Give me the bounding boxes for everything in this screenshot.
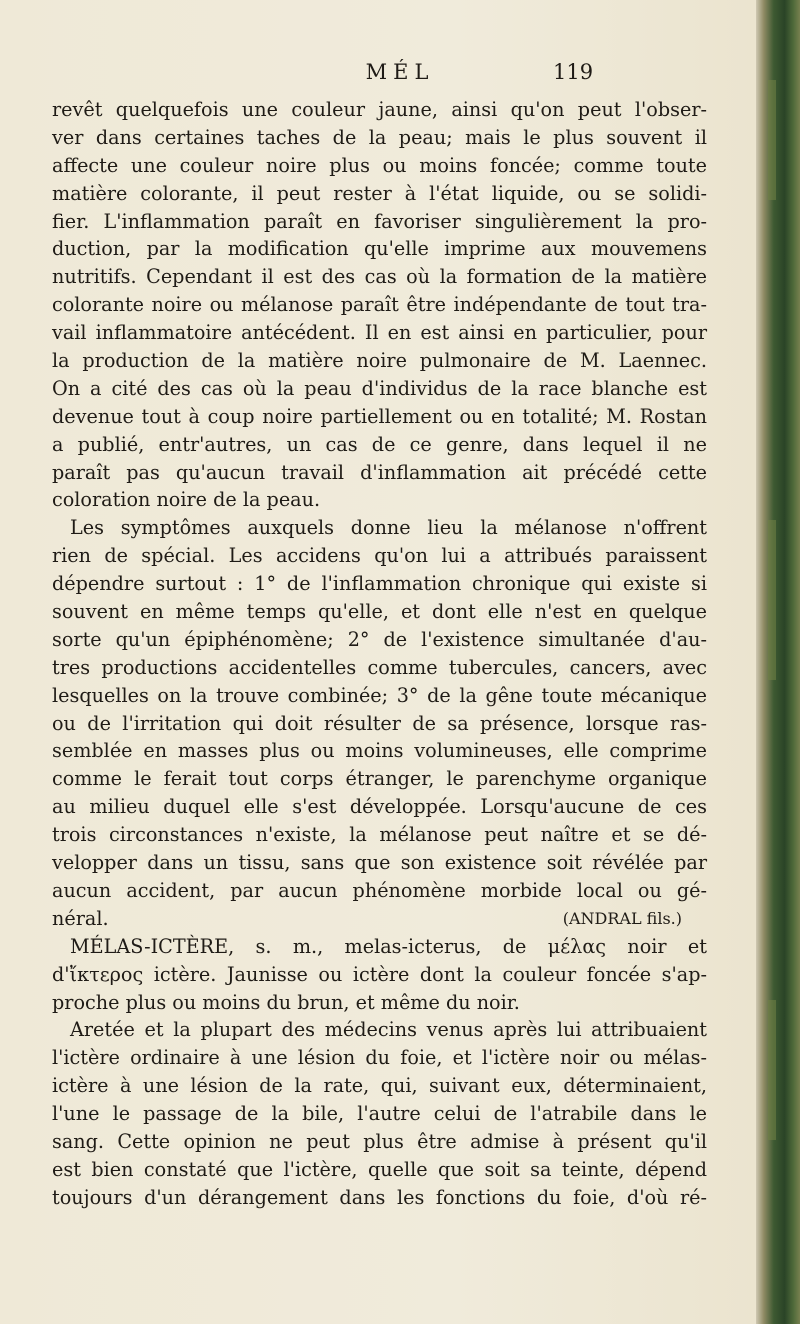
text-line: sorte qu'un épiphénomène; 2° de l'existence simultanée d'au-: [52, 627, 707, 651]
text-line-with-signature: [52, 905, 707, 933]
text-line: duction, par la modification qu'elle imprime aux mouvemens: [52, 237, 707, 261]
text-line: fier. L'inflammation paraît en favoriser singulièrement la pro-: [52, 209, 707, 233]
text-line: au milieu duquel elle s'est développée. Lorsqu'aucune de ces: [52, 795, 707, 819]
text-line: colorante noire ou mélanose paraît être indépendante de tout tra-: [52, 293, 707, 317]
text-line: ou de l'irritation qui doit résulter de sa présence, lorsque ras-: [52, 711, 707, 735]
text-line: matière colorante, il peut rester à l'état liquide, ou se solidi-: [52, 181, 707, 205]
text-line: semblée en masses plus ou moins volumineuses, elle comprime: [52, 739, 707, 763]
text-line: est bien constaté que l'ictère, quelle que soit sa teinte, dépend: [52, 1157, 707, 1181]
text-line: proche plus ou moins du brun, et même du noir.: [52, 990, 520, 1014]
text-line: dépendre surtout : 1° de l'inflammation chronique qui existe si: [52, 572, 707, 596]
text-line: sang. Cette opinion ne peut plus être admise à présent qu'il: [52, 1129, 707, 1153]
binding-texture: [768, 80, 776, 200]
page-number: 119: [553, 60, 594, 84]
text-line: coloration noire de la peau.: [52, 488, 321, 512]
binding-texture: [768, 1000, 776, 1140]
binding-texture: [768, 520, 776, 680]
body-text: [52, 96, 707, 1212]
text-line: néral.: [52, 906, 109, 930]
text-line: rien de spécial. Les accidens qu'on lui a attribués paraissent: [52, 544, 707, 568]
text-line: d'ἴκτερος ictère. Jaunisse ou ictère dont la couleur foncée s'ap-: [52, 962, 707, 986]
text-line: l'ictère ordinaire à une lésion du foie, et l'ictère noir ou mélas-: [52, 1046, 707, 1070]
text-line: a publié, entr'autres, un cas de ce genre, dans lequel il ne: [52, 432, 707, 456]
text-line: souvent en même temps qu'elle, et dont elle n'est en quelque: [52, 600, 707, 624]
text-line: On a cité des cas où la peau d'individus de la race blanche est: [52, 376, 707, 400]
text-line: paraît pas qu'aucun travail d'inflammation ait précédé cette: [52, 460, 707, 484]
book-binding-edge: [756, 0, 800, 1324]
text-line: l'une le passage de la bile, l'autre celui de l'atrabile dans le: [52, 1102, 707, 1126]
author-signature: (ANDRAL fils.): [562, 908, 682, 928]
text-line: Les symptômes auxquels donne lieu la mélanose n'offrent: [70, 516, 707, 540]
text-line: affecte une couleur noire plus ou moins foncée; comme toute: [52, 153, 707, 177]
text-line: velopper dans un tissu, sans que son existence soit révélée par: [52, 851, 707, 875]
text-line: revêt quelquefois une couleur jaune, ainsi qu'on peut l'obser-: [52, 98, 707, 121]
text-line: nutritifs. Cependant il est des cas où la formation de la matière: [52, 265, 707, 289]
text-line: aucun accident, par aucun phénomène morbide local ou gé-: [52, 878, 707, 902]
text-line: trois circonstances n'existe, la mélanose peut naître et se dé-: [52, 823, 707, 847]
text-line: ver dans certaines taches de la peau; mais le plus souvent il: [52, 125, 707, 149]
text-line: lesquelles on la trouve combinée; 3° de la gêne toute mécanique: [52, 683, 707, 707]
text-line: ictère à une lésion de la rate, qui, suivant eux, déterminaient,: [52, 1074, 707, 1098]
text-line: vail inflammatoire antécédent. Il en est ainsi en particulier, pour: [52, 321, 707, 345]
text-line: comme le ferait tout corps étranger, le parenchyme organique: [52, 767, 707, 791]
running-head: MÉL: [365, 60, 435, 84]
text-line: devenue tout à coup noire partiellement ou en totalité; M. Rostan: [52, 404, 707, 428]
text-line: tres productions accidentelles comme tubercules, cancers, avec: [52, 655, 707, 679]
entry-heading-line: MÉLAS-ICTÈRE, s. m., melas-icterus, de μέλας noir et: [70, 934, 707, 958]
text-line: toujours d'un dérangement dans les fonctions du foie, d'où ré-: [52, 1185, 707, 1209]
page-header: [0, 60, 756, 90]
text-line: la production de la matière noire pulmonaire de M. Laennec.: [52, 349, 707, 373]
text-line: Aretée et la plupart des médecins venus après lui attribuaient: [70, 1018, 707, 1042]
